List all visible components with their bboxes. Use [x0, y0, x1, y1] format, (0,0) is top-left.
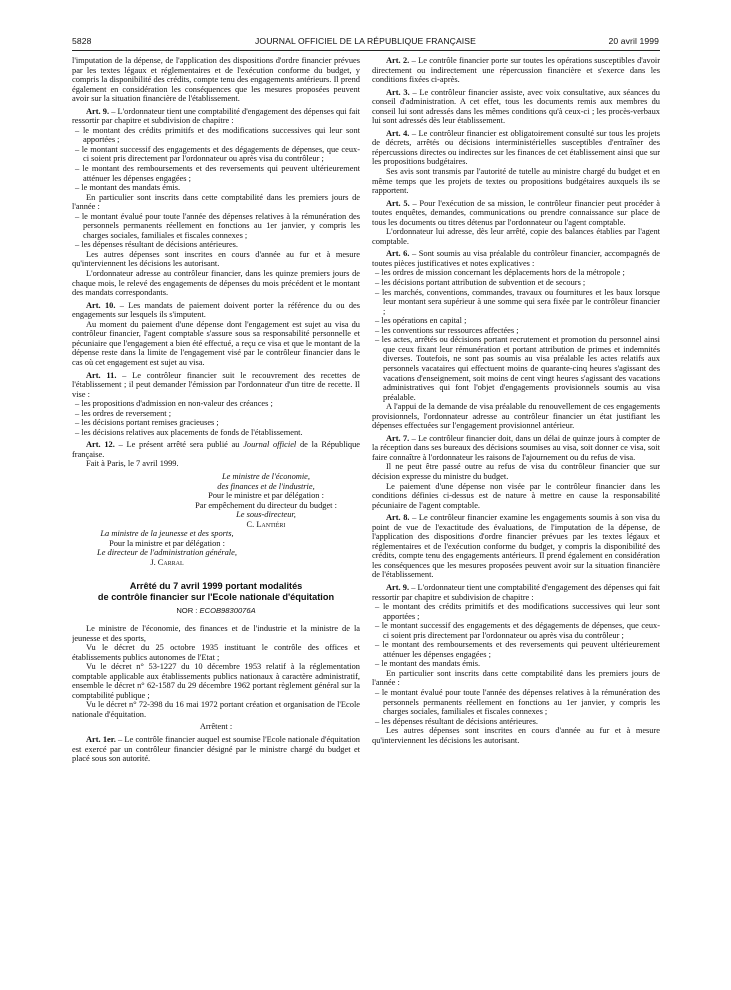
article-text: de la République française.	[72, 440, 360, 459]
article-9	[72, 107, 360, 126]
list-item: – les ordres de reversement ;	[75, 408, 172, 418]
article-2	[372, 56, 660, 85]
article-7	[372, 434, 660, 463]
left-column	[72, 56, 360, 986]
page-number: 5828	[72, 36, 92, 46]
decree-title-line: de contrôle financier sur l'Ecole nationale d'équitation	[97, 592, 335, 603]
signatory-name: C. Lantiéri	[246, 519, 286, 529]
article-11	[72, 371, 360, 400]
paragraph: En particulier sont inscrits dans cette comptabilité dans les premiers jours de l'année :	[72, 192, 360, 212]
article-label: Art. 5.	[386, 198, 410, 208]
article-text: – Le contrôleur financier doit, dans un délai de quinze jours à compter de la réception dans ses bureaux des décisions soumises au visa, soit donner ce visa, soit faire connaître à l'ordonnateur les raisons de l'ajournement ou du refus de visa.	[372, 433, 660, 462]
list-item: – les décisions relatives aux placements de fonds de l'établissement.	[75, 427, 303, 437]
article-label: Art. 1er.	[86, 735, 116, 744]
paragraph: Les autres dépenses sont inscrites en cours d'année au fur et à mesure qu'interviennent les décisions les autorisant.	[72, 249, 360, 269]
article-text: – Le contrôleur financier suit le recouvrement des recettes de l'établissement ; il peut demander l'émission par l'ordonnateur d'un titre de recette. Il vise :	[72, 370, 360, 399]
article-label: Art. 2.	[386, 56, 410, 65]
article-label: Art. 8.	[386, 513, 410, 523]
article-12	[72, 440, 360, 459]
article-text: – Le présent arrêté sera publié au	[114, 440, 244, 450]
article-text: – Le contrôleur financier est obligatoirement consulté sur tous les projets de décrets, arrêtés ou décisions interministérielles susceptibles d'entraîner des répercussions directes ou indirectes sur les finances de cet établissement ainsi que sur les propositions budgétaires.	[372, 128, 660, 167]
preamble-paragraph: Vu le décret n° 72-398 du 16 mai 1972 portant création et organisation de l'Ecole nationale d'équitation.	[72, 700, 360, 719]
list-item: – les conventions sur ressources affectées ;	[375, 325, 519, 335]
signatory-name: J. Carral	[150, 557, 184, 567]
signature-block-economy	[72, 472, 360, 529]
article-label: Art. 12.	[86, 440, 115, 450]
article-text: – Pour l'exécution de sa mission, le contrôleur financier peut procéder à toutes enquêtes, demandes, communications ou prendre connaissance sur place de tous les documents ou titres détenus par l'ordonnateur ou l'agent comptable.	[372, 198, 660, 227]
list-item: – les décisions portant attribution de subvention et de secours ;	[375, 278, 586, 288]
article-label: Art. 11.	[86, 370, 117, 380]
paragraph: Ses avis sont transmis par l'autorité de tutelle au ministre chargé du budget et en même temps que les projets de textes ou propositions budgétaires auxquels ils se rapportent.	[372, 167, 660, 196]
list-item: – le montant évalué pour toute l'année des dépenses relatives à la rémunération des personnels permanents réellement en fonctions au 1er janvier, y compris les charges sociales, familiales et fiscales connexes ;	[375, 688, 660, 717]
right-column	[372, 56, 660, 986]
list-item: – le montant des mandats émis.	[75, 183, 181, 193]
paragraph: En particulier sont inscrits dans cette comptabilité dans les premiers jours de l'année :	[372, 668, 660, 688]
signature-line: Pour la ministre et par délégation :	[109, 538, 225, 548]
signature-line: Le sous-directeur,	[236, 510, 296, 520]
article-label: Art. 3.	[386, 87, 410, 97]
header-rule	[72, 50, 660, 51]
journal-title: JOURNAL OFFICIEL DE LA RÉPUBLIQUE FRANÇAISE	[255, 36, 476, 46]
list-item: – les ordres de mission concernant les déplacements hors de la métropole ;	[375, 268, 625, 278]
list-item: – les dépenses résultant de décisions antérieures.	[75, 240, 239, 250]
article-text: – L'ordonnateur tient une comptabilité d'engagement des dépenses qui fait ressortir par chapitre et subdivision de chapitre :	[372, 582, 660, 602]
paragraph: A l'appui de la demande de visa préalable du renouvellement de ces engagements provisionnels, l'ordonnateur adresse au contrôleur financier un état justifiant les dépenses effectuées sur l'engagement provisionnel antérieur.	[372, 402, 660, 431]
signature-line: Pour le ministre et par délégation :	[208, 491, 324, 501]
article-10	[72, 301, 360, 320]
article-9	[372, 583, 660, 602]
journal-officiel-italic: Journal officiel	[243, 440, 297, 450]
list-item: – les propositions d'admission en non-valeur des créances ;	[75, 399, 273, 409]
publication-date: 20 avril 1999	[608, 36, 659, 46]
paragraph: l'imputation de la dépense, de l'application des dispositions d'ordre financier prévues par les textes légaux et réglementaires et de l'exécution conforme du budget, y compris la disponibilité des crédits, compte tenu des engagements antérieurs. Il prend également en considération les conséquences que les mesures proposées peuvent avoir sur la situation financière de l'établissement.	[72, 56, 360, 104]
list-item: – le montant évalué pour toute l'année des dépenses relatives à la rémunération des personnels permanents réellement en fonctions au 1er janvier, y compris les charges sociales, familiales et fiscales connexes ;	[75, 211, 360, 240]
article-text: – Le contrôle financier auquel est soumise l'Ecole nationale d'équitation est exercé par un contrôleur financier désigné par le ministre chargé du budget et placé sous son autorité.	[72, 735, 360, 764]
signature-block-sports	[72, 529, 262, 567]
list-item: – le montant successif des engagements et des dégagements de dépenses, que ceux-ci soient pris directement par l'ordonnateur ou après visa du contrôleur ;	[375, 621, 660, 640]
decree-title	[72, 581, 360, 603]
preamble-paragraph: Vu le décret n° 53-1227 du 10 décembre 1953 relatif à la réglementation comptable applicable aux établissements publics nationaux à caractère administratif, ensemble le décret n° 62-1587 du 29 décembre 1962 portant règlement général sur la comptabilité publique ;	[72, 662, 360, 700]
paragraph: Au moment du paiement d'une dépense dont l'engagement est sujet au visa du contrôleur financier, l'agent comptable s'assure sous sa responsabilité personnelle et pécuniaire que l'engagement a bien été effectué, a reçu ce visa et que le montant de la dépense reste dans la limite de l'engagement visé par le contrôleur financier dans le cas où cet engagement est sujet au visa.	[72, 319, 360, 367]
paragraph: L'ordonnateur lui adresse, dès leur arrêté, copie des balances établies par l'agent comptable.	[372, 227, 660, 246]
article-label: Art. 4.	[386, 128, 410, 138]
signature-line: Par empêchement du directeur du budget :	[195, 500, 337, 510]
list-item: – les dépenses résultant de décisions antérieures.	[375, 716, 539, 726]
list-item: – les opérations en capital ;	[375, 316, 467, 326]
list-item: – les décisions portant remises gracieuses ;	[75, 418, 219, 428]
article-label: Art. 9.	[386, 582, 410, 592]
preamble-paragraph: Vu le décret du 25 octobre 1935 instituant le contrôle des offices et établissements publics autonomes de l'Etat ;	[72, 643, 360, 662]
article-6	[372, 249, 660, 268]
article-text: – Le contrôleur financier assiste, avec voix consultative, aux séances du conseil d'administration. A cet effet, tous les documents remis aux membres du conseil lui sont adressés dans les mêmes conditions qu'à ceux-ci ; les procès-verbaux lui sont adressés dès leur établissement.	[372, 87, 660, 126]
nor-reference	[72, 606, 360, 616]
signature-line: Le ministre de l'économie,	[221, 471, 310, 481]
signature-date: Fait à Paris, le 7 avril 1999.	[86, 459, 179, 469]
paragraph: Il ne peut être passé outre au refus de visa du contrôleur financier que sur décision expresse du ministre du budget.	[372, 462, 660, 481]
article-text: – Le contrôle financier porte sur toutes les opérations susceptibles d'avoir directement ou indirectement une répercussion financière et s'exerce dans les conditions fixées ci-après.	[372, 56, 660, 85]
list-item: – les actes, arrêtés ou décisions portant recrutement et promotion du personnel ainsi que ceux fixant leur rémunération et portant attribution de primes et indemnités diverses. Toutefois, ne sont pas soumis au visa préalable les actes relatifs aux personnels vacataires qui effectuent moins de quarante-cinq heures s'agissant des vacations d'enseignement, soit moins de cent vingt heures s'agissant des vacations administratives qui font l'objet d'engagements provisionnels soumis au visa préalable.	[375, 335, 660, 402]
list-item: – le montant des remboursements et des reversements qui peuvent ultérieurement atténuer les dépenses engagées ;	[375, 640, 660, 659]
list-item: – le montant des crédits primitifs et des modifications successives qui leur sont apportées ;	[375, 602, 660, 621]
nor-code: ECOB9830076A	[199, 606, 256, 616]
article-text: – L'ordonnateur tient une comptabilité d'engagement des dépenses qui fait ressortir par chapitre et subdivision de chapitre :	[72, 106, 360, 126]
article-label: Art. 7.	[386, 433, 410, 443]
article-label: Art. 10.	[86, 300, 116, 310]
list-item: – le montant des crédits primitifs et des modifications successives qui leur sont apportées ;	[75, 125, 360, 145]
article-label: Art. 6.	[386, 249, 410, 259]
list-item: – le montant des mandats émis.	[375, 659, 481, 669]
list-item: – le montant successif des engagements et des dégagements de dépenses, que ceux-ci soient pris directement par l'ordonnateur ou après visa du contrôleur ;	[75, 144, 360, 164]
article-text: – Le contrôleur financier examine les engagements soumis à son visa du point de vue de l'exactitude des évaluations, de l'imputation de la dépense, de l'application des dispositions d'ordre financier prévues par les textes légaux et réglementaires et de l'exécution conforme du budget, y compris la disponibilité des crédits, compte tenu des engagements antérieurs. Il prend également en considération les conséquences que les mesures proposées peuvent avoir sur la situation financière de l'établissement.	[372, 513, 660, 580]
paragraph: Les autres dépenses sont inscrites en cours d'année au fur et à mesure qu'interviennent les décisions les autorisant.	[372, 726, 660, 745]
article-text: – Sont soumis au visa préalable du contrôleur financier, accompagnés de toutes pièces justificatives et notes explicatives :	[372, 249, 660, 268]
article-5	[372, 199, 660, 228]
list-item: – le montant des remboursements et des reversements qui peuvent ultérieurement atténuer les dépenses engagées ;	[75, 164, 360, 183]
signature-line: Le directeur de l'administration générale,	[97, 548, 237, 558]
article-1	[72, 735, 360, 764]
article-text: – Les mandats de paiement doivent porter la référence du ou des engagements sur lesquels ils s'imputent.	[72, 300, 360, 320]
article-8	[372, 513, 660, 580]
nor-label: NOR :	[176, 606, 200, 616]
decree-title-line: Arrêté du 7 avril 1999 portant modalités	[129, 581, 303, 592]
article-3	[372, 88, 660, 126]
article-4	[372, 129, 660, 167]
paragraph: Le paiement d'une dépense non visée par le contrôleur financier dans les conditions définies ci-dessus est de nature à mettre en cause la responsabilité pécuniaire de l'agent comptable.	[372, 481, 660, 510]
arretent: Arrêtent :	[199, 722, 233, 732]
list-item: – les marchés, conventions, commandes, travaux ou fournitures et les baux lorsque leur montant sera supérieur à une somme qui sera fixée par le contrôleur financier ;	[375, 287, 660, 316]
paragraph: L'ordonnateur adresse au contrôleur financier, dans les quinze premiers jours de chaque mois, le relevé des engagements de dépenses du mois précédent et le montant des mandats correspondants.	[72, 269, 360, 298]
article-label: Art. 9.	[86, 106, 110, 116]
signature-line: La ministre de la jeunesse et des sports,	[100, 529, 234, 539]
preamble-paragraph: Le ministre de l'économie, des finances et de l'industrie et la ministre de la jeunesse et des sports,	[72, 623, 360, 643]
signature-line: des finances et de l'industrie,	[217, 481, 315, 491]
